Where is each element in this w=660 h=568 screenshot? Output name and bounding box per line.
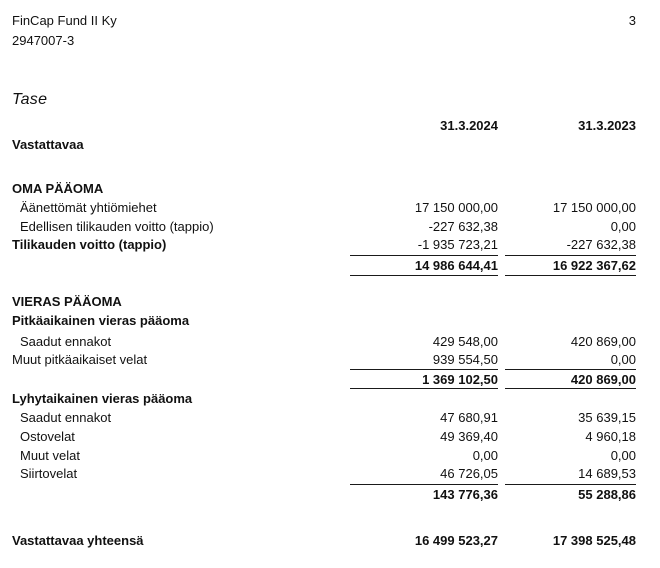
short-term-row-value-2024: 0,00 <box>472 448 498 463</box>
grand-total-2024: 16 499 523,27 <box>414 533 498 548</box>
subtotal-rule <box>350 484 498 485</box>
long-term-row-value-2023: 420 869,00 <box>570 334 636 349</box>
subtotal-rule <box>505 369 636 370</box>
short-term-row-value-2024: 49 369,40 <box>440 429 498 444</box>
column-date-2023: 31.3.2023 <box>578 118 636 133</box>
short-term-row-value-2024: 47 680,91 <box>440 410 498 425</box>
short-term-row-value-2023: 35 639,15 <box>578 410 636 425</box>
short-term-row-value-2023: 14 689,53 <box>578 466 636 481</box>
company-name: FinCap Fund II Ky <box>12 13 117 28</box>
page-number: 3 <box>628 13 636 28</box>
short-term-row-label: Muut velat <box>20 448 80 463</box>
short-term-row-label: Saadut ennakot <box>20 410 112 425</box>
business-id: 2947007-3 <box>12 33 75 48</box>
total-rule <box>350 275 498 276</box>
total-rule <box>505 388 636 389</box>
short-term-row-label: Ostovelat <box>20 429 75 444</box>
short-term-row-value-2023: 0,00 <box>610 448 636 463</box>
equity-row-value-2024: 17 150 000,00 <box>414 200 498 215</box>
total-rule <box>350 388 498 389</box>
subtotal-rule <box>350 255 498 256</box>
column-date-2024: 31.3.2024 <box>440 118 498 133</box>
equity-total-2024: 14 986 644,41 <box>414 258 498 273</box>
long-term-row-value-2024: 939 554,50 <box>432 352 498 367</box>
subtotal-rule <box>350 369 498 370</box>
long-term-row-label: Saadut ennakot <box>20 334 112 349</box>
long-term-heading: Pitkäaikainen vieras pääoma <box>12 313 190 328</box>
short-term-total-2023: 55 288,86 <box>578 487 636 502</box>
equity-row-value-2024: -1 935 723,21 <box>417 237 498 252</box>
section-heading: Vastattavaa <box>12 137 84 152</box>
long-term-row-value-2024: 429 548,00 <box>432 334 498 349</box>
equity-row-label: Tilikauden voitto (tappio) <box>12 237 167 252</box>
short-term-total-2024: 143 776,36 <box>432 487 498 502</box>
grand-total-2023: 17 398 525,48 <box>552 533 636 548</box>
statement-title: Tase <box>12 91 48 108</box>
grand-total-label: Vastattavaa yhteensä <box>12 533 144 548</box>
equity-row-value-2023: 0,00 <box>610 219 636 234</box>
short-term-row-label: Siirtovelat <box>20 466 78 481</box>
subtotal-rule <box>505 484 636 485</box>
equity-row-value-2024: -227 632,38 <box>428 219 498 234</box>
long-term-total-2023: 420 869,00 <box>570 372 636 387</box>
short-term-row-value-2023: 4 960,18 <box>585 429 636 444</box>
short-term-row-value-2024: 46 726,05 <box>440 466 498 481</box>
long-term-row-value-2023: 0,00 <box>610 352 636 367</box>
equity-heading: OMA PÄÄOMA <box>12 181 104 196</box>
equity-row-label: Äänettömät yhtiömiehet <box>20 200 157 215</box>
short-term-heading: Lyhytaikainen vieras pääoma <box>12 391 193 406</box>
equity-row-value-2023: -227 632,38 <box>566 237 636 252</box>
long-term-row-label: Muut pitkäaikaiset velat <box>12 352 148 367</box>
equity-row-value-2023: 17 150 000,00 <box>552 200 636 215</box>
liabilities-heading: VIERAS PÄÄOMA <box>12 294 122 309</box>
total-rule <box>505 275 636 276</box>
equity-total-2023: 16 922 367,62 <box>552 258 636 273</box>
long-term-total-2024: 1 369 102,50 <box>422 372 498 387</box>
equity-row-label: Edellisen tilikauden voitto (tappio) <box>20 219 214 234</box>
subtotal-rule <box>505 255 636 256</box>
